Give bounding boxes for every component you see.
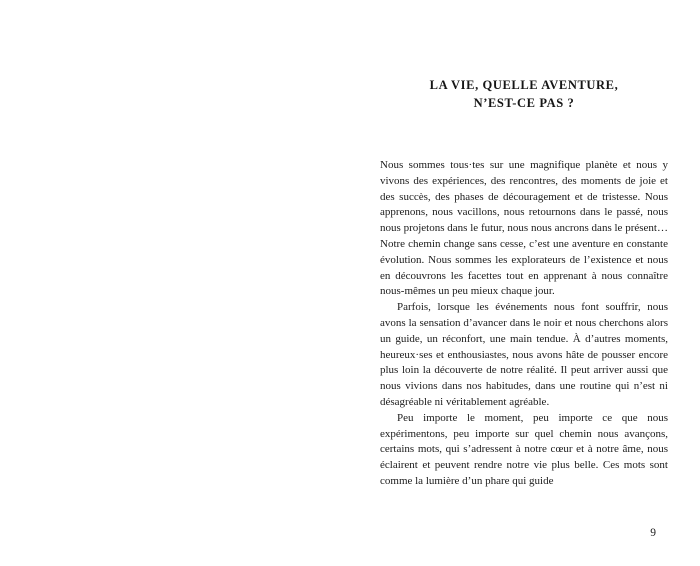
chapter-title-line-1: LA VIE, QUELLE AVENTURE, <box>429 78 619 92</box>
body-text <box>380 158 668 490</box>
text-block <box>380 76 668 490</box>
paragraph-2: Parfois, lorsque les événements nous font souffrir, nous avons la sensation d’avancer dans le noir et nous cherchons alors un guide, un réconfort, une main tendue. À d’autres moments, heureux·ses et enthousiastes, nous avons hâte de pousser encore plus loin la découverte de notre réalité. Il peut arriver aussi que nous vivions dans nos habitudes, dans une routine qui n’est ni désagréable ni véritablement agréable. <box>380 301 668 408</box>
chapter-title <box>380 76 668 112</box>
chapter-title-line-2: N’EST-CE PAS ? <box>473 96 575 110</box>
page-number: 9 <box>650 527 656 539</box>
paragraph-3: Peu importe le moment, peu importe ce que nous expérimentons, peu importe sur quel chemin nous avançons, certains mots, qui s’adressent à notre cœur et à notre âme, nous éclairent et peuvent rendre notre vie plus belle. Ces mots sont comme la lumière d’un phare qui guide <box>380 411 668 487</box>
paragraph-1: Nous sommes tous·tes sur une magnifique planète et nous y vivons des expériences, des rencontres, des moments de joie et des succès, des phases de découragement et de tristesse. Nous apprenons, nous vacillons, nous retournons dans le passé, nous nous projetons dans le futur, nous nous ancrons dans le présent… Notre chemin change sans cesse, c’est une aventure en constante évolution. Nous sommes les explorateurs de l’existence et nous en découvrons les facettes tout en apprenant à nous connaître nous-mêmes un peu mieux chaque jour. <box>380 159 668 298</box>
